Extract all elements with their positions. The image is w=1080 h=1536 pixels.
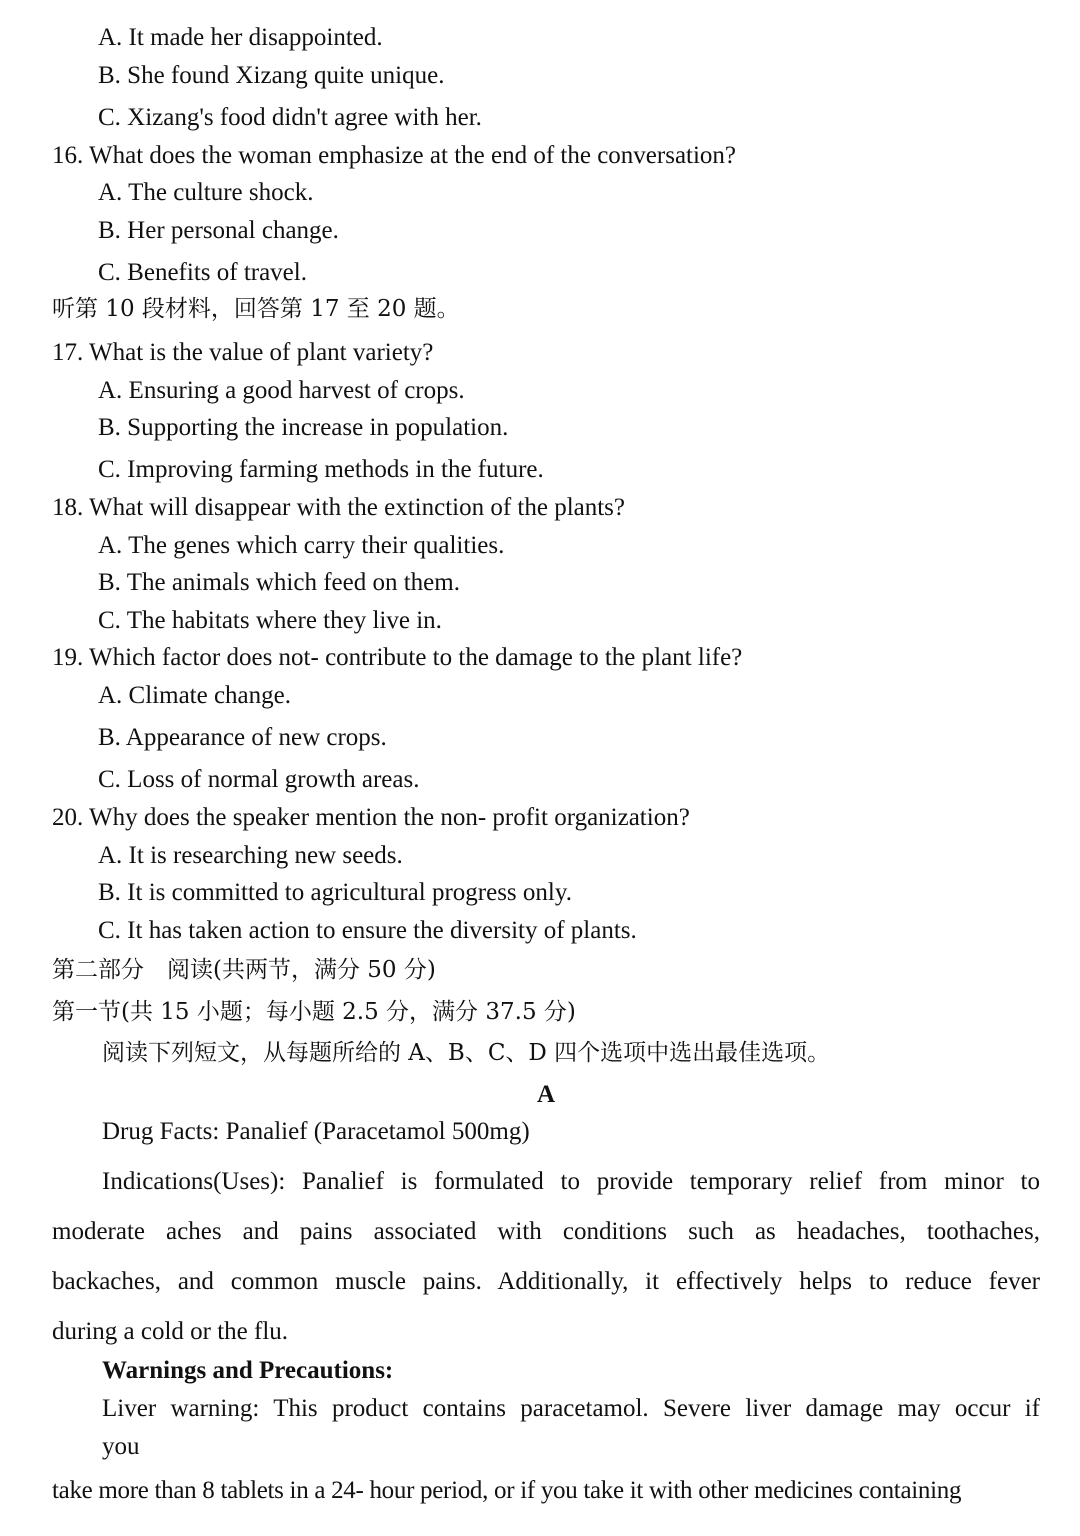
q17-option-c: C. Improving farming methods in the future. <box>98 456 544 483</box>
q20-option-c: C. It has taken action to ensure the diversity of plants. <box>98 917 637 944</box>
section10-instruction: 听第 10 段材料，回答第 17 至 20 题。 <box>52 296 460 322</box>
passage-label: A <box>536 1081 556 1108</box>
q16-option-a: A. The culture shock. <box>98 179 314 206</box>
q20-question: 20. Why does the speaker mention the non- profit organization? <box>52 804 690 831</box>
q19-option-a: A. Climate change. <box>98 682 291 709</box>
q19-option-c: C. Loss of normal growth areas. <box>98 766 420 793</box>
drug-facts-title: Drug Facts: Panalief (Paracetamol 500mg) <box>102 1118 530 1145</box>
q20-option-b: B. It is committed to agricultural progress only. <box>98 879 572 906</box>
q16-option-b: B. Her personal change. <box>98 217 339 244</box>
reading-instruction: 阅读下列短文，从每题所给的 A、B、C、D 四个选项中选出最佳选项。 <box>102 1040 831 1066</box>
q18-option-c: C. The habitats where they live in. <box>98 607 442 634</box>
indications-line-2: moderate aches and pains associated with conditions such as headaches, toothaches, <box>52 1218 1040 1245</box>
liver-warning-line-2: you <box>102 1433 140 1460</box>
indications-line-1: Indications(Uses): Panalief is formulated to provide temporary relief from minor to <box>102 1168 1040 1195</box>
liver-warning-line-1: Liver warning: This product contains paracetamol. Severe liver damage may occur if <box>102 1395 1040 1422</box>
q19-question: 19. Which factor does not- contribute to the damage to the plant life? <box>52 644 743 671</box>
q17-question: 17. What is the value of plant variety? <box>52 339 434 366</box>
indications-line-4: during a cold or the flu. <box>52 1318 289 1345</box>
section1-heading: 第一节(共 15 小题；每小题 2.5 分，满分 37.5 分) <box>52 999 576 1025</box>
q20-option-a: A. It is researching new seeds. <box>98 842 403 869</box>
q18-question: 18. What will disappear with the extinction of the plants? <box>52 494 626 521</box>
q15-option-c: C. Xizang's food didn't agree with her. <box>98 104 482 131</box>
q17-option-a: A. Ensuring a good harvest of crops. <box>98 377 465 404</box>
q19-option-b: B. Appearance of new crops. <box>98 724 387 751</box>
warnings-heading: Warnings and Precautions: <box>102 1357 394 1384</box>
liver-warning-line-3: take more than 8 tablets in a 24- hour period, or if you take it with other medicines containing <box>52 1477 962 1504</box>
q15-option-b: B. She found Xizang quite unique. <box>98 62 445 89</box>
q15-option-a: A. It made her disappointed. <box>98 24 383 51</box>
q18-option-b: B. The animals which feed on them. <box>98 569 460 596</box>
indications-line-3: backaches, and common muscle pains. Additionally, it effectively helps to reduce fever <box>52 1268 1040 1295</box>
q16-question: 16. What does the woman emphasize at the end of the conversation? <box>52 142 737 169</box>
q18-option-a: A. The genes which carry their qualities. <box>98 532 505 559</box>
q17-option-b: B. Supporting the increase in population. <box>98 414 509 441</box>
part2-heading: 第二部分 阅读(共两节，满分 50 分) <box>52 957 436 983</box>
q16-option-c: C. Benefits of travel. <box>98 259 307 286</box>
